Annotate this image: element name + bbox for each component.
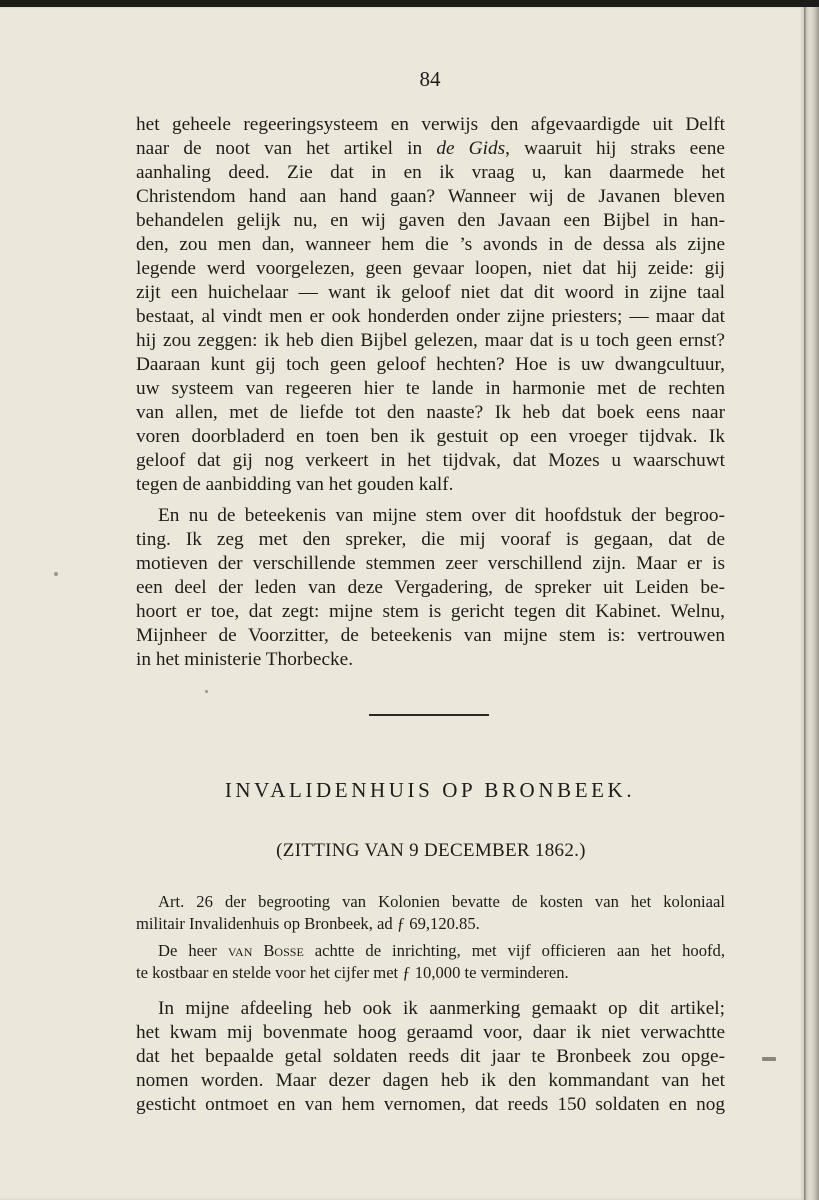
paragraph-line: ting. Ik zeg met den spreker, die mij vooraf is gegaan, dat de <box>136 529 725 550</box>
summary-line: te kostbaar en stelde voor het cijfer met ƒ 10,000 te verminderen. <box>136 963 569 982</box>
speaker-name-van-bosse: van Bosse <box>227 941 304 960</box>
paragraph-line: uw systeem van regeeren hier te lande in harmonie met de rechten <box>136 378 725 399</box>
paragraph-line: legende werd voorgelezen, geen gevaar loopen, niet dat hij zeide: gij <box>136 258 725 279</box>
page-number: 84 <box>419 67 441 91</box>
paragraph-line: een deel der leden van deze Vergadering, de spreker uit Leiden be- <box>136 577 725 598</box>
paragraph-first-line: In mijne afdeeling heb ook ik aanmerking gemaakt op dit artikel; <box>158 998 725 1019</box>
summary-line-with-name <box>158 940 725 962</box>
page-edge-stack <box>804 7 819 1200</box>
paper-speck <box>205 690 208 693</box>
italic-title-de-gids: de Gids <box>436 138 506 159</box>
paragraph-line: Christendom hand aan hand gaan? Wanneer wij de Javanen bleven <box>136 186 725 207</box>
scan-top-border <box>0 0 819 7</box>
paragraph-line: het kwam mij bovenmate hoog geraamd voor, daar ik niet verwachtte <box>136 1022 725 1043</box>
paragraph-line: hoort er toe, dat zegt: mijne stem is gericht tegen dit Kabinet. Welnu, <box>136 601 725 622</box>
paragraph-first-line: En nu de beteekenis van mijne stem over dit hoofdstuk der begroo- <box>158 505 725 526</box>
summary-line: Art. 26 der begrooting van Kolonien bevatte de kosten van het koloniaal <box>158 892 725 911</box>
paper-speck <box>54 572 58 576</box>
paragraph-line: tegen de aanbidding van het gouden kalf. <box>136 474 454 495</box>
section-title: INVALIDENHUIS OP BRONBEEK. <box>224 778 636 802</box>
paragraph-line: den, zou men dan, wanneer hem die ’s avonds in de dessa als zijne <box>136 234 725 255</box>
summary-line: militair Invalidenhuis op Bronbeek, ad ƒ 69,120.85. <box>136 914 480 933</box>
text-run: De heer <box>158 941 228 960</box>
paragraph-line-with-italic <box>136 137 725 161</box>
paragraph-line: nomen worden. Maar dezer dagen heb ik den kommandant van het <box>136 1070 725 1091</box>
paragraph-line: gesticht ontmoet en van hem vernomen, dat reeds 150 soldaten en nog <box>136 1094 725 1115</box>
paragraph-line: in het ministerie Thorbecke. <box>136 649 354 670</box>
section-divider <box>369 714 489 716</box>
paragraph-line: van allen, met de liefde tot den naaste? Ik heb dat boek eens naar <box>136 402 725 423</box>
paragraph-line: bestaat, al vindt men er ook honderden onder zijne priesters; — maar dat <box>136 306 725 327</box>
paragraph-line: behandelen gelijk nu, en wij gaven den Javaan een Bijbel in han- <box>136 210 725 231</box>
book-page <box>0 7 804 1200</box>
text-run: , waaruit hij straks eene <box>505 138 725 159</box>
paragraph-line: Daaraan kunt gij toch geen geloof hechten? Hoe is uw dwangcultuur, <box>136 354 725 375</box>
paragraph-line: aanhaling deed. Zie dat in en ik vraag u, kan daarmede het <box>136 162 725 183</box>
paragraph-line: dat het bepaalde getal soldaten reeds dit jaar te Bronbeek zou opge- <box>136 1046 725 1067</box>
paragraph-line: geloof dat gij nog verkeert in het tijdvak, dat Mozes u waarschuwt <box>136 450 725 471</box>
session-date: (ZITTING VAN 9 DECEMBER 1862.) <box>276 840 586 861</box>
paper-mark <box>762 1057 776 1061</box>
paragraph-line: voren doorbladerd en toen ben ik gestuit op een vroeger tijdvak. Ik <box>136 426 725 447</box>
paragraph-line: zijt een huichelaar — want ik geloof niet dat dit woord in zijne taal <box>136 282 725 303</box>
text-run: achtte de inrichting, met vijf officieren aan het hoofd, <box>303 941 725 960</box>
paragraph-line: hij zou zeggen: ik heb dien Bijbel gelezen, maar dat is u toch geen ernst? <box>136 330 725 351</box>
paragraph-line: het geheele regeeringsysteem en verwijs den afgevaardigde uit Delft <box>136 114 725 135</box>
text-run: naar de noot van het artikel in <box>136 138 437 159</box>
paragraph-line: Mijnheer de Voorzitter, de beteekenis van mijne stem is: vertrouwen <box>136 625 725 646</box>
paragraph-line: motieven der verschillende stemmen zeer verschillend zijn. Maar er is <box>136 553 725 574</box>
